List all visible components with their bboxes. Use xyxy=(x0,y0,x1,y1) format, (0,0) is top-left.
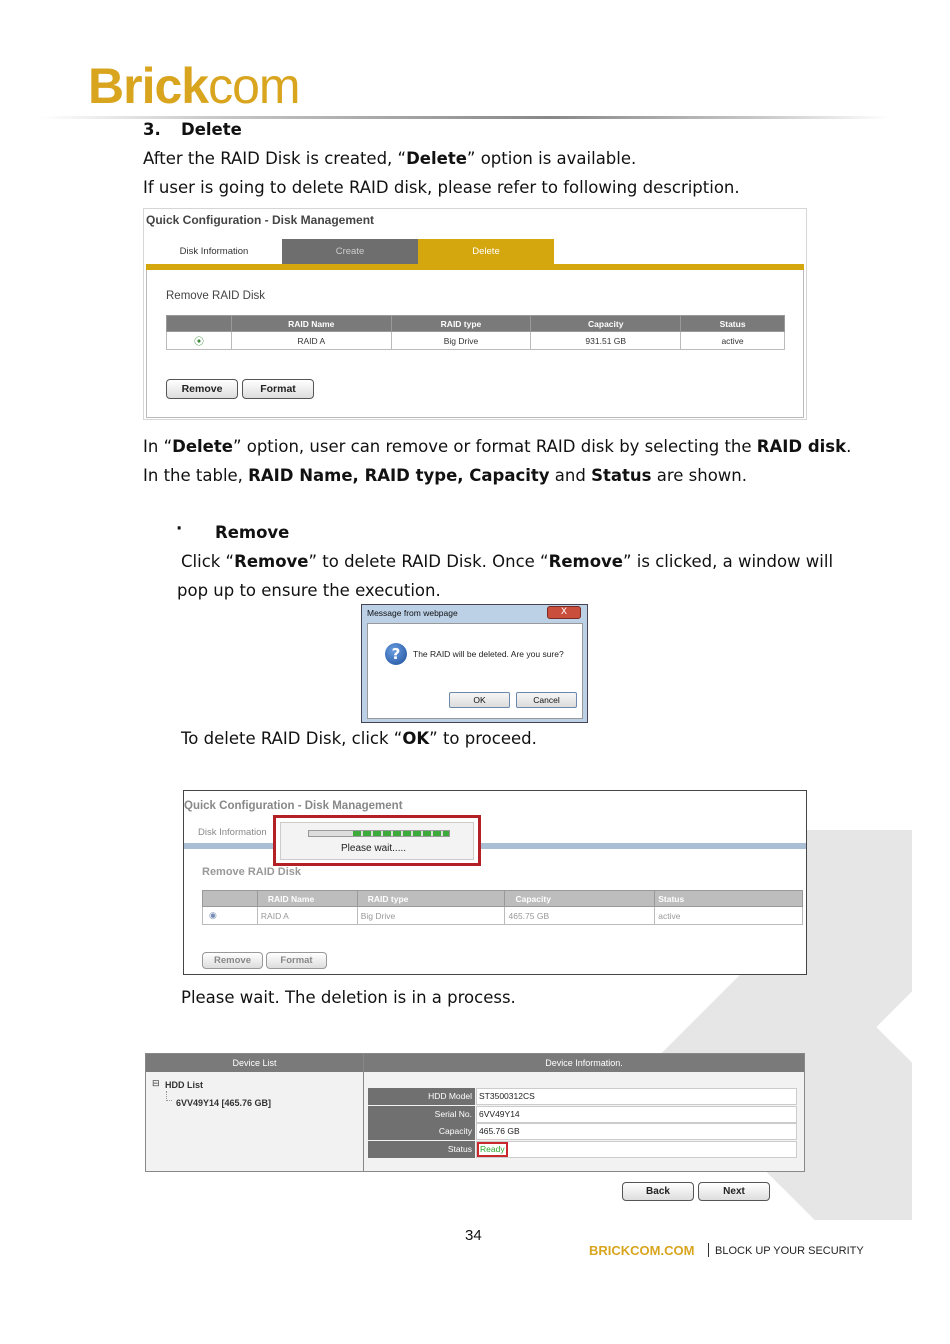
col-raid-name: RAID Name xyxy=(231,316,391,332)
raid-table xyxy=(166,315,785,350)
tree-connector xyxy=(166,1091,172,1101)
table-row xyxy=(167,332,785,350)
intro-line-2: If user is going to delete RAID disk, please refer to following description. xyxy=(143,178,740,197)
proceed-instruction: To delete RAID Disk, click “OK” to proceed. xyxy=(181,729,537,748)
footer-slogan: BLOCK UP YOUR SECURITY xyxy=(715,1245,864,1257)
col-status: Status xyxy=(655,891,803,907)
screen-title: Quick Configuration - Disk Management xyxy=(184,800,403,812)
remove-button[interactable]: Remove xyxy=(166,379,238,399)
back-button[interactable]: Back xyxy=(622,1182,694,1201)
page-number: 34 xyxy=(465,1227,482,1244)
info-label: Status xyxy=(368,1141,475,1158)
info-value: ST3500312CS xyxy=(476,1088,797,1105)
col-select xyxy=(203,891,258,907)
info-value: 465.76 GB xyxy=(476,1123,797,1140)
hdd-item-node[interactable]: 6VV49Y14 [465.76 GB] xyxy=(176,1098,272,1108)
info-row-status xyxy=(364,1141,805,1158)
col-capacity: Capacity xyxy=(505,891,655,907)
raid-type-cell: Big Drive xyxy=(391,332,531,350)
info-label: HDD Model xyxy=(368,1088,475,1105)
please-wait-box xyxy=(280,822,474,860)
brickcom-logo: Brickcom xyxy=(88,58,300,114)
info-row-capacity xyxy=(364,1123,805,1140)
raid-table xyxy=(202,890,803,925)
device-information-header: Device Information. xyxy=(364,1054,804,1072)
device-information-screenshot xyxy=(145,1053,805,1203)
intro-line-1: After the RAID Disk is created, “Delete” option is available. xyxy=(143,149,637,168)
remove-button[interactable]: Remove xyxy=(202,952,263,969)
delete-description-line-2: In the table, RAID Name, RAID type, Capacity and Status are shown. xyxy=(143,466,747,485)
footer-site: BRICKCOM.COM xyxy=(589,1243,695,1258)
please-wait-text: Please wait..... xyxy=(341,843,407,854)
col-capacity: Capacity xyxy=(531,316,681,332)
deletion-progress-screenshot xyxy=(183,790,807,975)
dialog-title: Message from webpage xyxy=(367,608,458,618)
info-row-serial xyxy=(364,1106,805,1123)
confirm-dialog xyxy=(361,604,588,723)
table-header-row xyxy=(203,891,803,907)
cancel-button[interactable]: Cancel xyxy=(516,692,577,708)
screen-title: Quick Configuration - Disk Management xyxy=(146,213,375,227)
device-information-panel xyxy=(364,1053,805,1172)
info-label: Serial No. xyxy=(368,1106,475,1123)
format-button[interactable]: Format xyxy=(266,952,327,969)
panel-heading: Remove RAID Disk xyxy=(202,866,302,878)
col-raid-name: RAID Name xyxy=(257,891,357,907)
format-button[interactable]: Format xyxy=(242,379,314,399)
progress-bar xyxy=(308,830,450,837)
status-ready-badge: Ready xyxy=(477,1142,508,1157)
close-icon[interactable]: X xyxy=(547,606,581,619)
info-row-model xyxy=(364,1088,805,1105)
question-icon: ? xyxy=(385,643,407,665)
remove-raid-panel xyxy=(146,270,804,418)
capacity-cell: 931.51 GB xyxy=(531,332,681,350)
hdd-list-node[interactable]: HDD List xyxy=(165,1080,203,1090)
wait-caption: Please wait. The deletion is in a process. xyxy=(181,988,516,1007)
footer-divider xyxy=(708,1243,709,1257)
progress-fill xyxy=(353,831,449,836)
panel-heading: Remove RAID Disk xyxy=(166,290,266,302)
status-cell: active xyxy=(681,332,785,350)
remove-description-line-1: Click “Remove” to delete RAID Disk. Once “Remove” is clicked, a window will xyxy=(181,552,834,571)
info-value-cell xyxy=(476,1141,797,1158)
raid-radio[interactable]: ◉ xyxy=(203,907,258,925)
delete-description-line-1: In “Delete” option, user can remove or format RAID disk by selecting the RAID disk. xyxy=(143,437,852,456)
tab-disk-information[interactable]: Disk Information xyxy=(146,239,282,265)
raid-name-cell: RAID A xyxy=(257,907,357,925)
raid-name-cell: RAID A xyxy=(231,332,391,350)
table-row xyxy=(203,907,803,925)
col-select xyxy=(167,316,232,332)
col-raid-type: RAID type xyxy=(391,316,531,332)
dialog-body xyxy=(367,623,583,719)
header-divider xyxy=(40,116,890,119)
section-title: Delete xyxy=(181,120,242,139)
ok-button[interactable]: OK xyxy=(449,692,510,708)
raid-type-cell: Big Drive xyxy=(357,907,505,925)
tab-disk-information[interactable]: Disk Information xyxy=(198,827,267,838)
section-number: 3. xyxy=(143,120,161,139)
device-list-header: Device List xyxy=(146,1054,363,1072)
info-label: Capacity xyxy=(368,1123,475,1140)
raid-radio[interactable]: ⦿ xyxy=(167,332,232,350)
info-value: 6VV49Y14 xyxy=(476,1106,797,1123)
tab-delete[interactable]: Delete xyxy=(418,239,554,265)
col-raid-type: RAID type xyxy=(357,891,505,907)
bullet: · xyxy=(176,519,183,538)
remove-heading: Remove xyxy=(215,523,290,542)
please-wait-popup xyxy=(273,815,481,866)
col-status: Status xyxy=(681,316,785,332)
tab-create[interactable]: Create xyxy=(282,239,418,265)
status-cell: active xyxy=(655,907,803,925)
capacity-cell: 465.75 GB xyxy=(505,907,655,925)
dialog-message: The RAID will be deleted. Are you sure? xyxy=(413,649,564,659)
remove-description-line-2: pop up to ensure the execution. xyxy=(177,581,441,600)
disk-management-delete-screenshot xyxy=(143,208,807,420)
device-list-panel xyxy=(145,1053,364,1172)
next-button[interactable]: Next xyxy=(698,1182,770,1201)
table-header-row xyxy=(167,316,785,332)
tree-toggle-icon[interactable]: ⊟ xyxy=(152,1078,160,1088)
